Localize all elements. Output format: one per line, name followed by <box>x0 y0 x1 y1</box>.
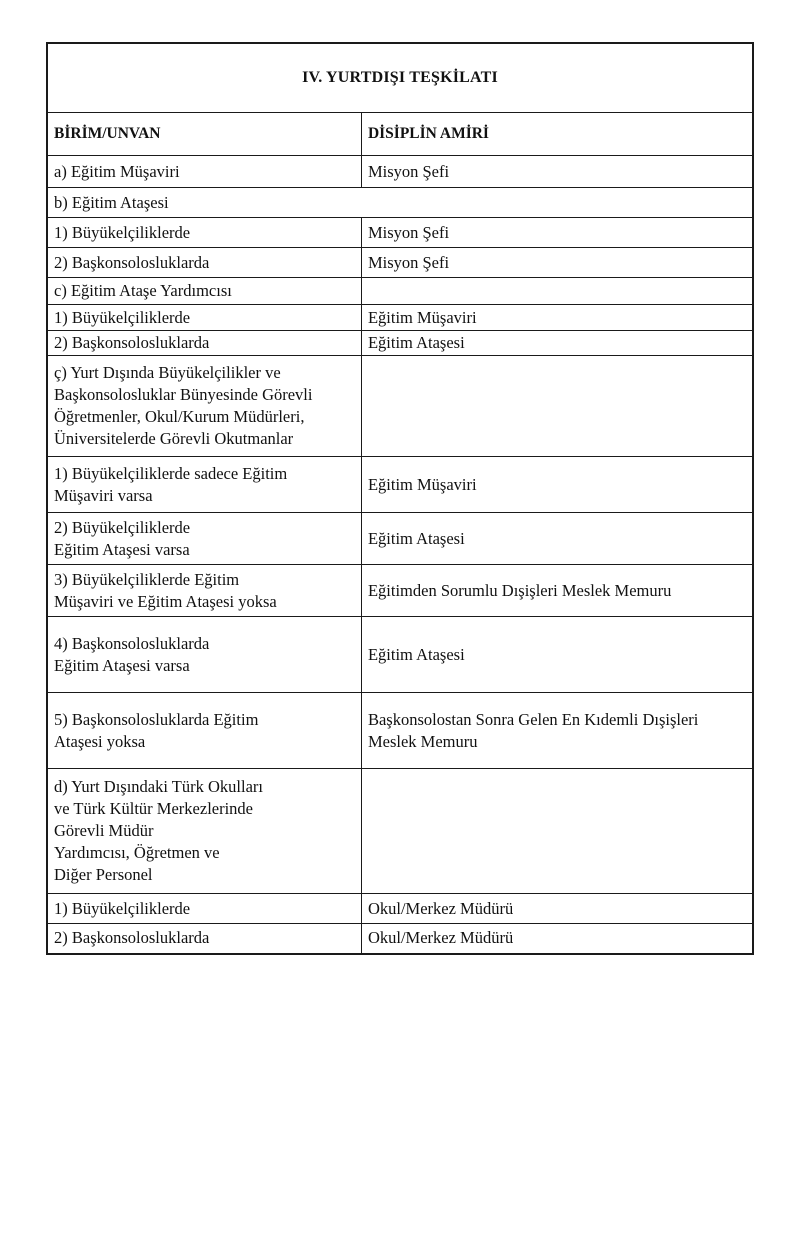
unit-title-cell: 4) Başkonsolosluklarda Eğitim Ataşesi varsa <box>47 617 361 693</box>
unit-title-cell: 1) Büyükelçiliklerde <box>47 894 361 924</box>
table-row <box>47 513 753 565</box>
table-row <box>47 457 753 513</box>
unit-title-cell: 5) Başkonsolosluklarda Eğitim Ataşesi yoksa <box>47 693 361 769</box>
table-row <box>47 218 753 248</box>
unit-title-cell: c) Eğitim Ataşe Yardımcısı <box>47 278 361 305</box>
unit-title-cell: d) Yurt Dışındaki Türk Okulları ve Türk Kültür Merkezlerinde Görevli Müdür Yardımcısı, Öğretmen ve Diğer Personel <box>47 769 361 894</box>
table-row <box>47 331 753 356</box>
unit-title-cell: 1) Büyükelçiliklerde sadece Eğitim Müşaviri varsa <box>47 457 361 513</box>
authority-cell: Misyon Şefi <box>361 156 753 188</box>
unit-title-cell: 2) Başkonsolosluklarda <box>47 248 361 278</box>
table-row <box>47 769 753 894</box>
authority-cell: Eğitimden Sorumlu Dışişleri Meslek Memuru <box>361 565 753 617</box>
authority-cell: Eğitim Müşaviri <box>361 457 753 513</box>
table-row <box>47 924 753 954</box>
table-row <box>47 188 753 218</box>
table-row <box>47 356 753 457</box>
authority-cell: Misyon Şefi <box>361 248 753 278</box>
authority-cell <box>361 356 753 457</box>
table-row <box>47 156 753 188</box>
unit-title-cell: 2) Başkonsolosluklarda <box>47 924 361 954</box>
unit-title-cell: 1) Büyükelçiliklerde <box>47 305 361 331</box>
section-title: IV. YURTDIŞI TEŞKİLATI <box>47 43 753 113</box>
table-row <box>47 248 753 278</box>
authority-cell: Okul/Merkez Müdürü <box>361 894 753 924</box>
authority-cell <box>361 769 753 894</box>
authority-cell: Okul/Merkez Müdürü <box>361 924 753 954</box>
unit-title-cell: 2) Başkonsolosluklarda <box>47 331 361 356</box>
unit-title-cell: 2) Büyükelçiliklerde Eğitim Ataşesi varsa <box>47 513 361 565</box>
authority-cell: Eğitim Müşaviri <box>361 305 753 331</box>
unit-title-cell: a) Eğitim Müşaviri <box>47 156 361 188</box>
table-row <box>47 565 753 617</box>
table-row <box>47 693 753 769</box>
title-row <box>47 43 753 113</box>
authority-cell: Başkonsolostan Sonra Gelen En Kıdemli Dışişleri Meslek Memuru <box>361 693 753 769</box>
table-row <box>47 305 753 331</box>
table-row <box>47 278 753 305</box>
header-row <box>47 113 753 156</box>
table-row <box>47 894 753 924</box>
unit-title-cell: 1) Büyükelçiliklerde <box>47 218 361 248</box>
authority-cell <box>361 278 753 305</box>
authority-cell: Misyon Şefi <box>361 218 753 248</box>
authority-cell: Eğitim Ataşesi <box>361 513 753 565</box>
unit-title-cell: b) Eğitim Ataşesi <box>47 188 753 218</box>
unit-title-cell: ç) Yurt Dışında Büyükelçilikler ve Başkonsolosluklar Bünyesinde Görevli Öğretmenler, Okul/Kurum Müdürleri, Üniversitelerde Görevli Okutmanlar <box>47 356 361 457</box>
authority-cell: Eğitim Ataşesi <box>361 331 753 356</box>
authority-cell: Eğitim Ataşesi <box>361 617 753 693</box>
column-header-discipline-authority: DİSİPLİN AMİRİ <box>361 113 753 156</box>
unit-title-cell: 3) Büyükelçiliklerde Eğitim Müşaviri ve Eğitim Ataşesi yoksa <box>47 565 361 617</box>
column-header-unit-title: BİRİM/UNVAN <box>47 113 361 156</box>
discipline-authority-table <box>46 42 754 955</box>
table-row <box>47 617 753 693</box>
